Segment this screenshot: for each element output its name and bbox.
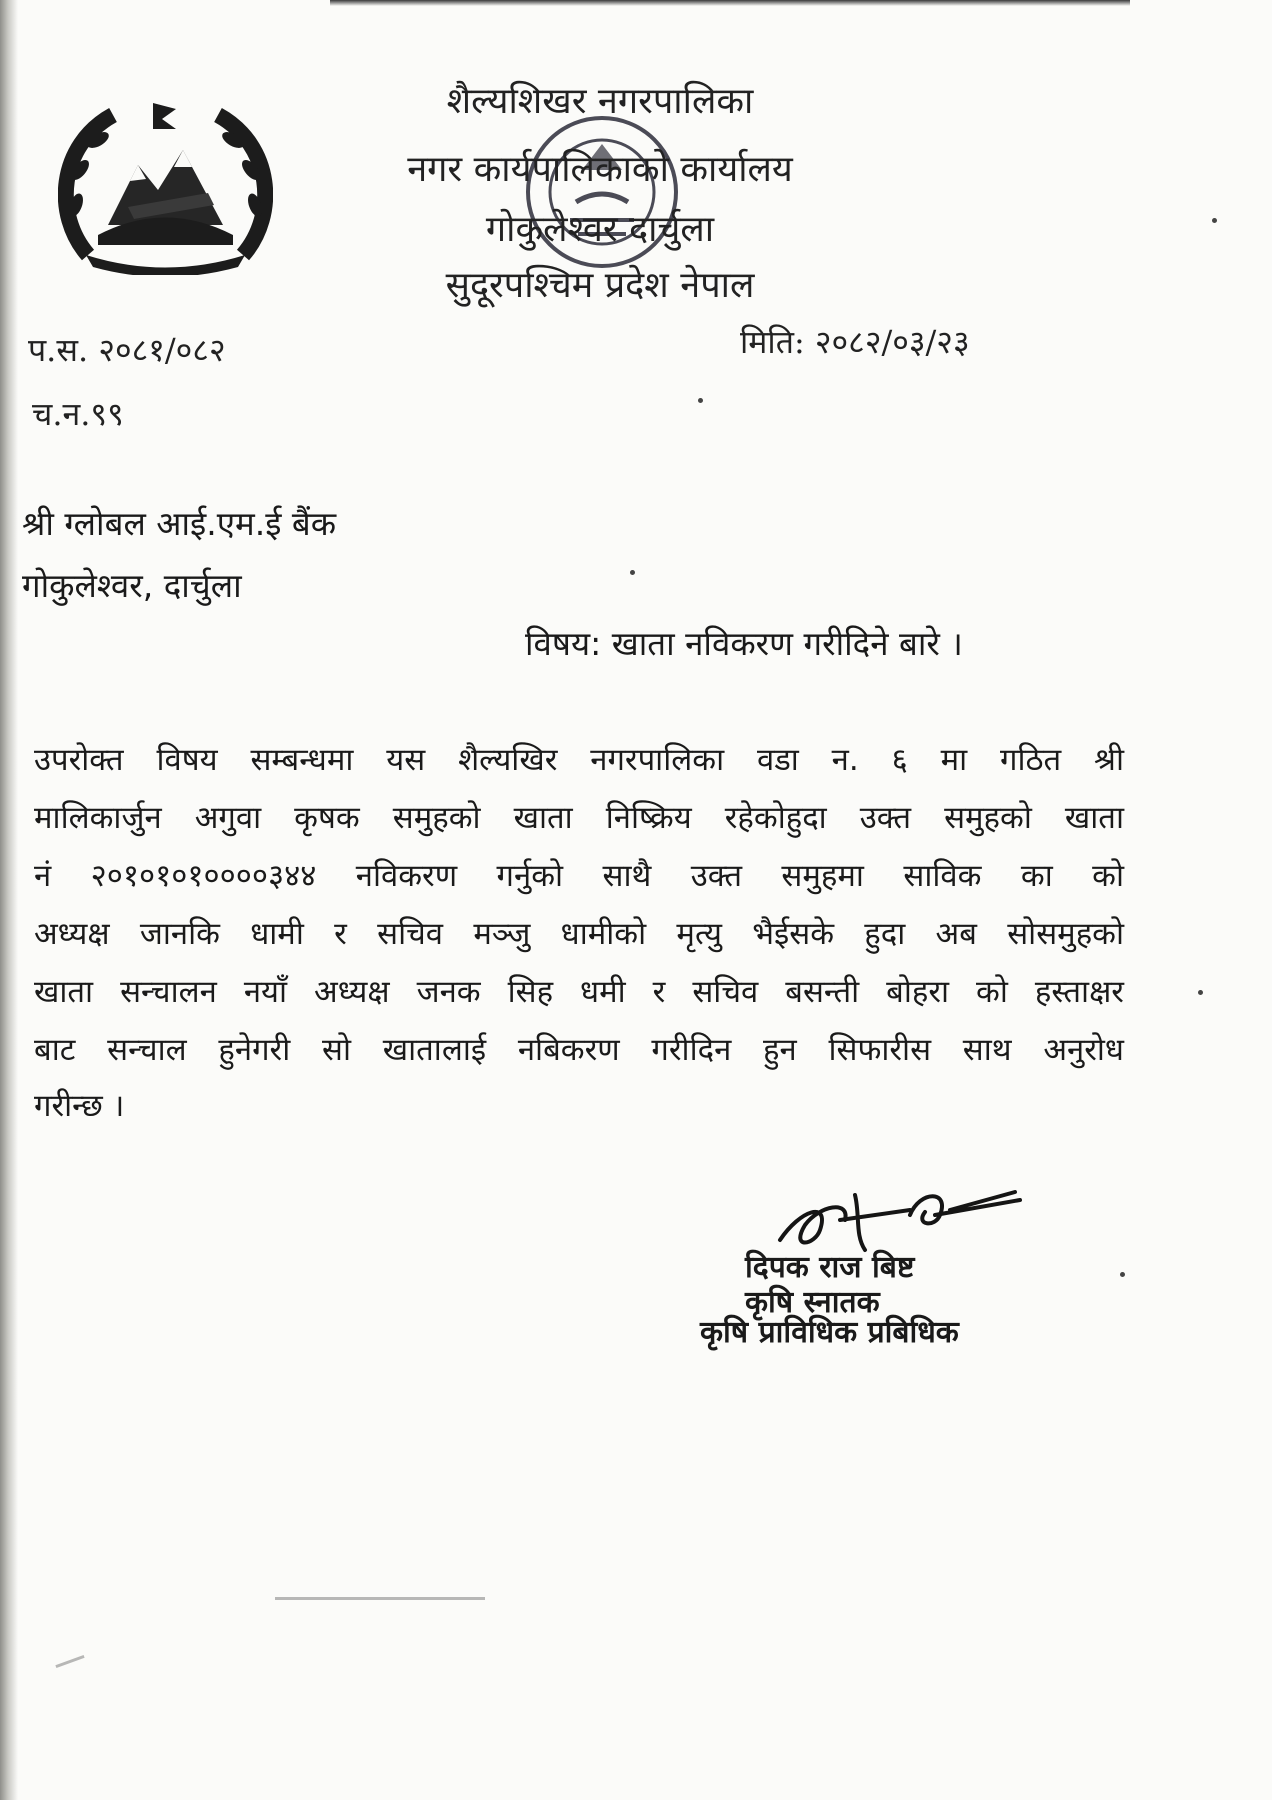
- body-line: गरीन्छ ।: [34, 1088, 125, 1124]
- header-line-3: गोकुलेश्वर दार्चुला: [485, 209, 715, 250]
- scan-top-edge: [330, 0, 1130, 6]
- signatory-title: कृषि प्राविधिक प्रबिधिक: [700, 1315, 959, 1350]
- reference-number: प.स. २०८१/०८२: [28, 331, 226, 369]
- scan-mark: [55, 1655, 84, 1668]
- scan-speck: [630, 570, 635, 575]
- body-line: अध्यक्ष जानकि धामी र सचिव मञ्जु धामीको मृत्यु भैईसके हुदा अब सोसमुहको: [34, 916, 1124, 952]
- nepal-emblem-icon: [58, 95, 273, 275]
- scan-speck: [1212, 218, 1217, 223]
- signatory-degree: कृषि स्नातक: [745, 1285, 880, 1320]
- recipient-address: गोकुलेश्वर, दार्चुला: [22, 566, 242, 605]
- dispatch-number: च.न.९९: [32, 395, 124, 433]
- header-line-2: नगर कार्यपालिकाको कार्यालय: [407, 149, 793, 190]
- header-line-1: शैल्यशिखर नगरपालिका: [446, 81, 754, 122]
- body-line: नं २०१०१०१००००३४४ नविकरण गर्नुको साथै उक्त समुहमा साविक का को: [34, 858, 1124, 894]
- office-stamp-icon: [520, 110, 685, 275]
- header-line-4: सुदूरपश्चिम प्रदेश नेपाल: [445, 265, 755, 306]
- body-line: उपरोक्त विषय सम्बन्धमा यस शैल्यखिर नगरपालिका वडा न. ६ मा गठित श्री: [34, 742, 1124, 778]
- signatory-name: दिपक राज बिष्ट: [745, 1250, 915, 1285]
- scan-speck: [698, 398, 703, 403]
- recipient-name: श्री ग्लोबल आई.एम.ई बैंक: [22, 504, 337, 543]
- body-line: मालिकार्जुन अगुवा कृषक समुहको खाता निष्क्रिय रहेकोहुदा उक्त समुहको खाता: [34, 800, 1124, 836]
- body-line: खाता सन्चालन नयाँ अध्यक्ष जनक सिह धमी र सचिव बसन्ती बोहरा को हस्ताक्षर: [34, 974, 1124, 1010]
- letter-date: मिति: २०८२/०३/२३: [740, 323, 970, 361]
- scan-speck: [1198, 990, 1203, 995]
- body-line: बाट सन्चाल हुनेगरी सो खातालाई नबिकरण गरीदिन हुन सिफारीस साथ अनुरोध: [34, 1032, 1124, 1068]
- scan-speck: [1120, 1272, 1125, 1277]
- scan-shadow: [0, 0, 18, 1800]
- letter-subject: विषय: खाता नविकरण गरीदिने बारे ।: [525, 624, 963, 663]
- scan-mark: [275, 1597, 485, 1600]
